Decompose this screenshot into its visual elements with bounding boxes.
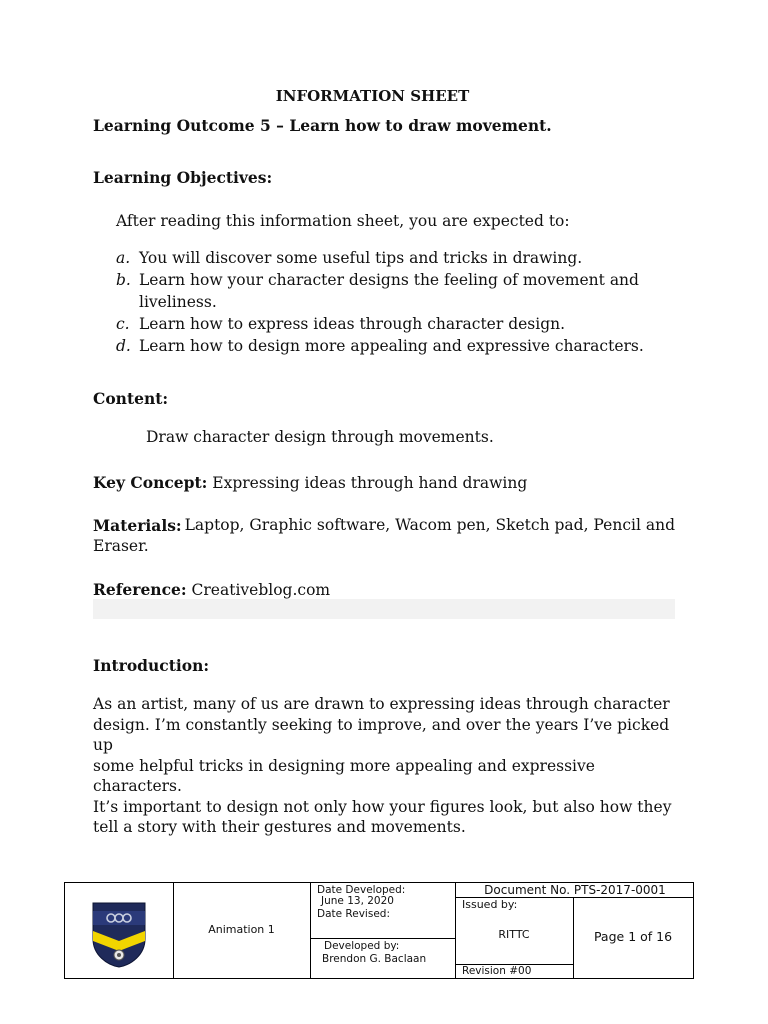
paragraph-line: As an artist, many of us are drawn to expressing ideas through character (93, 695, 670, 713)
materials-text-continued: Eraser. (93, 537, 149, 555)
materials-text: Laptop, Graphic software, Wacom pen, Sketch pad, Pencil and (184, 516, 675, 534)
revision-number: Revision #00 (462, 965, 532, 977)
list-item (116, 335, 676, 357)
list-marker: c. (116, 315, 130, 333)
date-developed-value: June 13, 2020 (321, 895, 394, 907)
key-concept-label: Key Concept: (93, 473, 208, 492)
objectives-heading: Learning Objectives: (93, 168, 273, 187)
issued-by-value: RITTC (498, 928, 530, 941)
date-developed-label: Date Developed: (317, 884, 406, 896)
reference-label: Reference: (93, 580, 187, 599)
list-item-text-continued: liveliness. (139, 293, 217, 311)
list-marker: a. (116, 249, 131, 267)
list-item-text: Learn how to design more appealing and expressive characters. (139, 337, 644, 355)
page-title: INFORMATION SHEET (275, 87, 470, 105)
reference-text: Creativeblog.com (191, 581, 331, 599)
page-number: Page 1 of 16 (593, 929, 673, 944)
school-shield-logo (83, 897, 155, 969)
course-name: Animation 1 (208, 923, 275, 936)
list-marker: d. (116, 337, 131, 355)
paragraph-line: It’s important to design not only how your figures look, but also how they (93, 797, 672, 816)
key-concept (93, 472, 527, 494)
shield-icon (83, 897, 155, 969)
shaded-bar (93, 599, 675, 619)
developed-by-label: Developed by: (324, 940, 400, 952)
list-item-text: You will discover some useful tips and tricks in drawing. (139, 249, 583, 267)
list-item (116, 313, 676, 335)
objectives-intro: After reading this information sheet, you are expected to: (116, 212, 570, 230)
date-revised-label: Date Revised: (317, 908, 390, 920)
list-item-text: Learn how to express ideas through character design. (139, 315, 566, 333)
paragraph-line: some helpful tricks in designing more appealing and expressive characters. (93, 756, 595, 795)
list-item (116, 269, 676, 313)
introduction-heading: Introduction: (93, 656, 210, 675)
paragraph-line: design. I’m constantly seeking to improve, and over the years I’ve picked up (93, 715, 670, 754)
objectives-list (116, 247, 676, 357)
document-number: Document No. PTS-2017-0001 (484, 883, 666, 897)
key-concept-text: Expressing ideas through hand drawing (212, 474, 528, 492)
introduction-paragraph (93, 694, 678, 838)
list-item (116, 247, 676, 269)
list-item-text: Learn how your character designs the feeling of movement and (139, 271, 639, 289)
materials-label: Materials: (93, 516, 182, 535)
learning-outcome: Learning Outcome 5 – Learn how to draw movement. (93, 116, 552, 135)
content-text: Draw character design through movements. (146, 428, 494, 446)
developed-by-name: Brendon G. Baclaan (322, 953, 427, 965)
issued-by-label: Issued by: (462, 898, 518, 911)
list-marker: b. (116, 271, 131, 289)
document-footer-table (64, 882, 694, 979)
materials (93, 515, 675, 557)
content-heading: Content: (93, 389, 169, 408)
paragraph-line: tell a story with their gestures and movements. (93, 818, 466, 836)
reference (93, 579, 330, 601)
